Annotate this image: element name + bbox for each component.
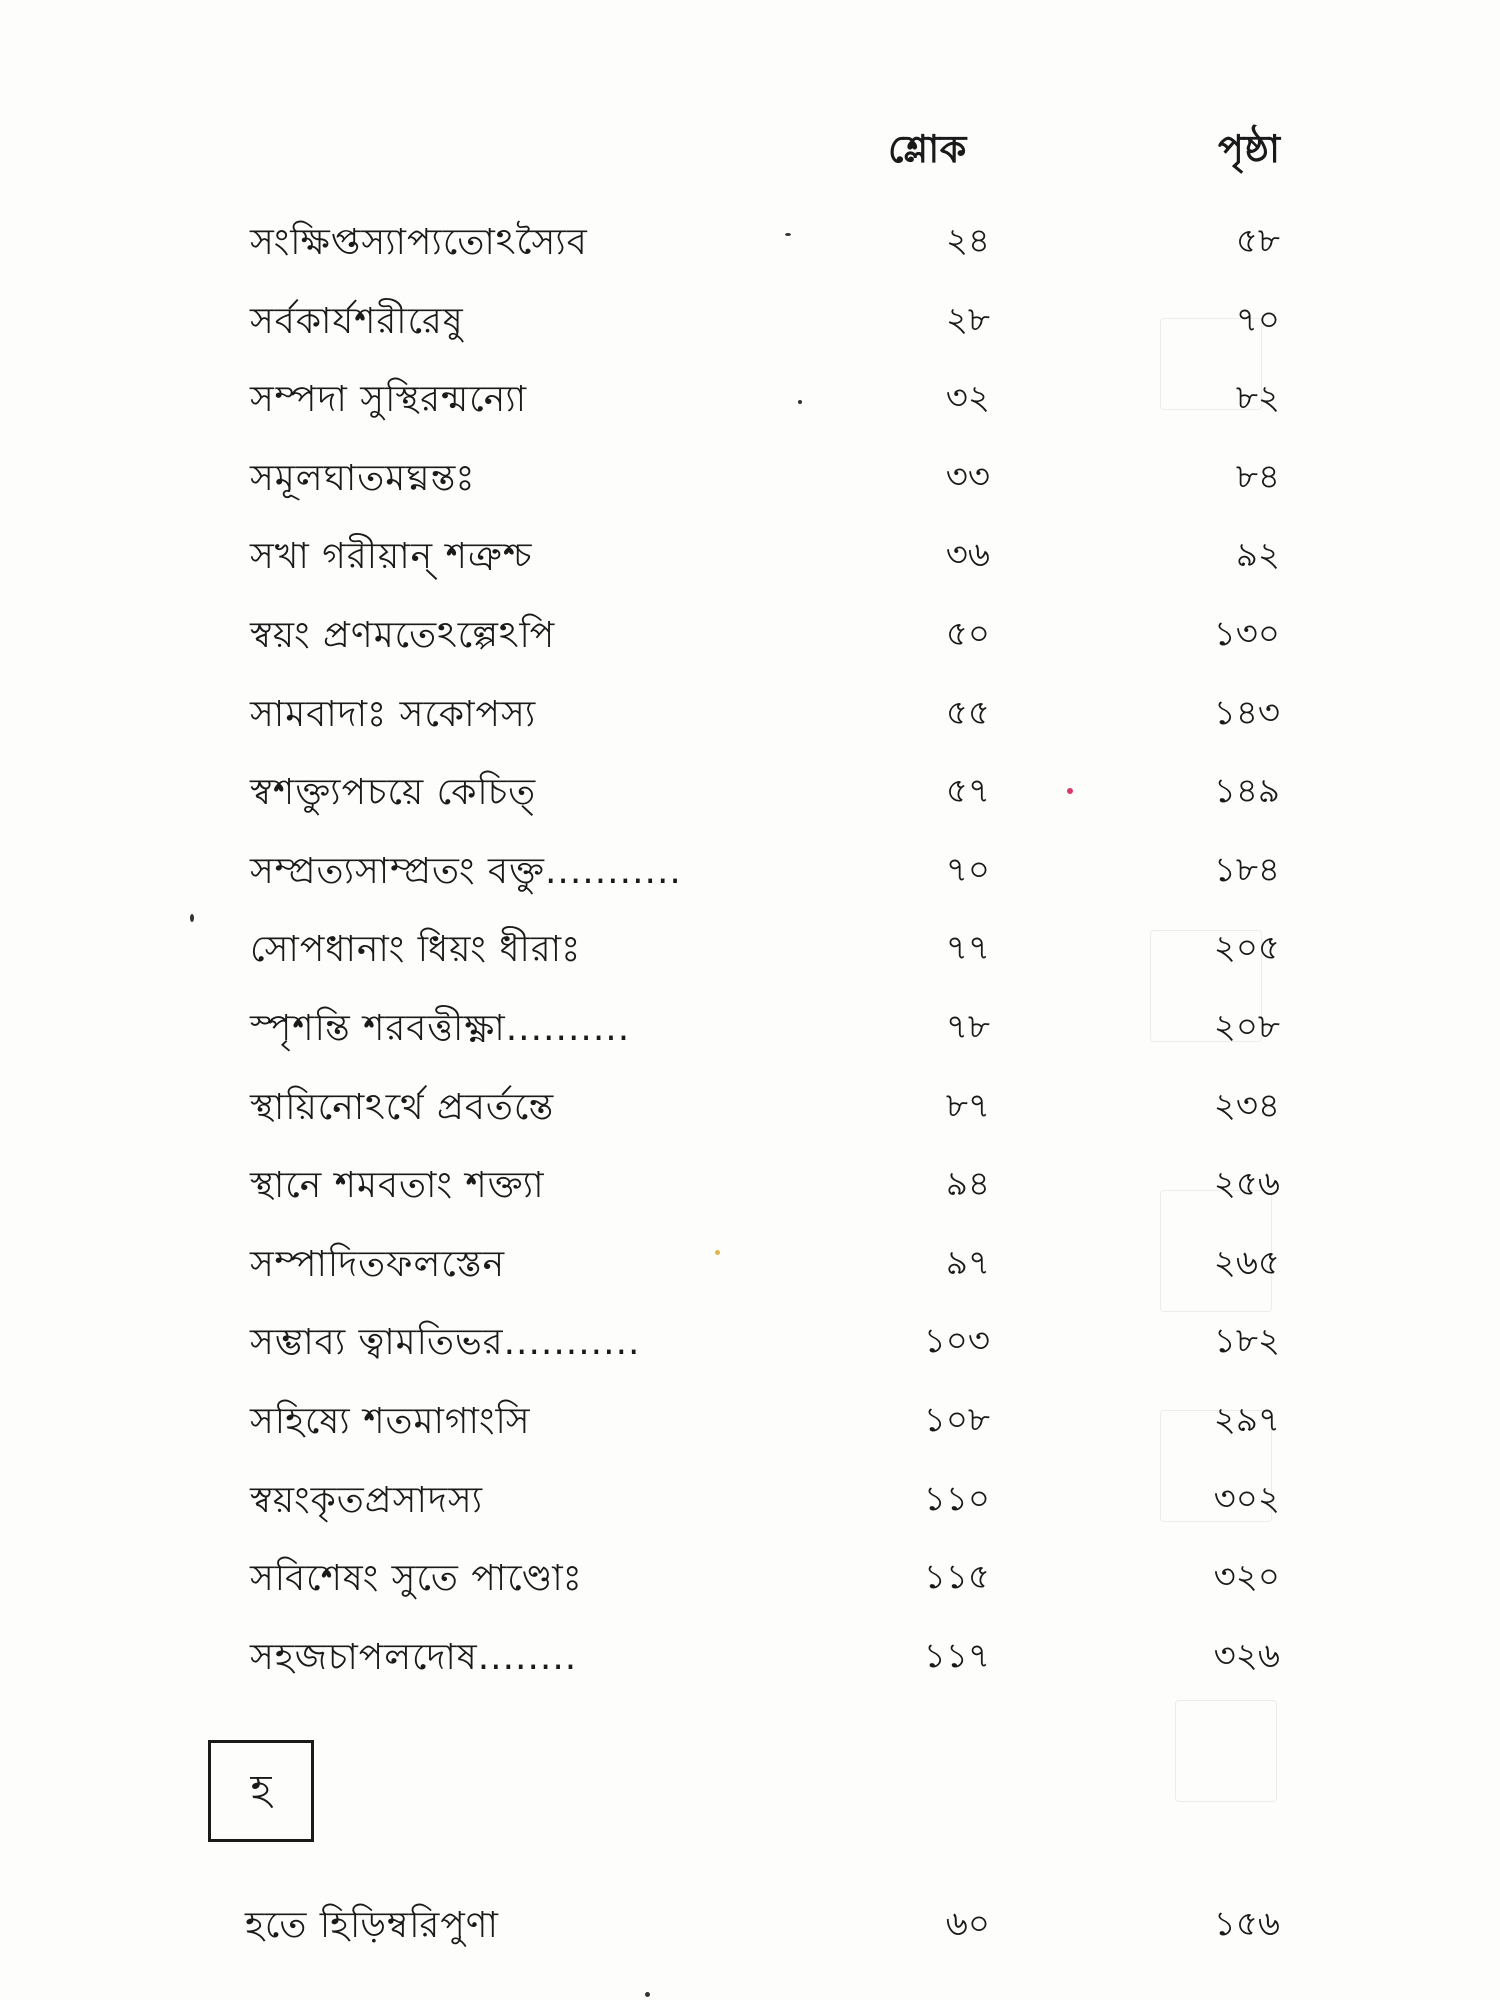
shloka-number: ৩২ [945, 378, 990, 419]
verse-first-line: স্থায়িনোঽর্থে প্রবর্তন্তে [250, 1086, 555, 1128]
index-entry [0, 1888, 1500, 1958]
verse-first-line: হতে হিড়িম্বরিপুণা [245, 1905, 499, 1946]
page-number: ৩০২ [1213, 1478, 1280, 1519]
index-entry [0, 834, 1500, 913]
index-entry [0, 205, 1500, 284]
verse-first-line: সম্প্রত্যসাম্প্রতং বক্তু........... [250, 850, 682, 892]
bleed-through-mark [1175, 1700, 1277, 1802]
shloka-number: ৭০ [945, 849, 990, 890]
shloka-number: ৩৩ [945, 456, 990, 497]
page-number: ২০৮ [1213, 1006, 1280, 1047]
shloka-number: ১১৫ [923, 1557, 990, 1598]
page-number: ৩২০ [1213, 1557, 1280, 1598]
verse-first-line: স্বয়ং প্রণমতেঽল্পেঽপি [250, 614, 556, 656]
index-entry [0, 1620, 1500, 1699]
verse-first-line: সম্পদা সুস্থিরন্মন্যো [250, 379, 528, 421]
index-entry [0, 755, 1500, 834]
page-number: ১৪৩ [1213, 692, 1280, 733]
column-header-row [0, 120, 1500, 180]
shloka-number: ৫৭ [945, 771, 990, 812]
index-entry [0, 677, 1500, 756]
verse-first-line: স্বয়ংকৃতপ্রসাদস্য [250, 1479, 484, 1521]
shloka-number: ২৪ [945, 221, 990, 261]
page-number: ১৫৬ [1213, 1904, 1280, 1944]
shloka-number: ১১০ [923, 1478, 990, 1519]
index-entry [0, 1541, 1500, 1620]
verse-first-line: সোপধানাং ধিয়ং ধীরাঃ [250, 929, 582, 971]
shloka-number: ১০৮ [923, 1399, 990, 1440]
verse-first-line: সহজচাপলদোষ........ [250, 1636, 578, 1678]
section-letter-box [208, 1740, 314, 1842]
verse-first-line: সহিষ্যে শতমাগাংসি [250, 1400, 531, 1442]
page-number: ৭০ [1235, 299, 1280, 340]
index-entry [0, 1070, 1500, 1149]
shloka-number: ৬০ [945, 1904, 990, 1944]
page-number: ৯২ [1235, 535, 1280, 576]
shloka-number: ৯৪ [945, 1164, 990, 1205]
page-number: ১৪৯ [1213, 771, 1280, 812]
page-column-header: পৃষ্ঠা [1218, 127, 1281, 171]
shloka-number: ২৮ [945, 299, 990, 340]
page-number: ১৮৪ [1213, 849, 1280, 890]
verse-first-line: স্পৃশন্তি শরবত্তীক্ষ্ণা.......... [250, 1007, 631, 1049]
page-number: ১৮২ [1213, 1321, 1280, 1362]
page-number: ১৩০ [1213, 613, 1280, 654]
index-entry [0, 912, 1500, 991]
shloka-number: ৭৭ [945, 928, 990, 969]
index-entry [0, 362, 1500, 441]
shloka-number: ৩৬ [945, 535, 990, 576]
verse-first-line: স্বশক্ত্যুপচয়ে কেচিত্ [250, 772, 537, 814]
shloka-number: ৯৭ [945, 1242, 990, 1283]
ink-speck [645, 1992, 650, 1997]
verse-first-line: সবিশেষং সুতে পাণ্ডোঃ [250, 1558, 583, 1600]
index-entry [0, 1227, 1500, 1306]
shloka-number: ৫৫ [945, 692, 990, 733]
page-number: ৮৪ [1235, 456, 1280, 497]
index-entry [0, 1463, 1500, 1542]
verse-first-line: সখা গরীয়ান্ শত্রুশ্চ [250, 536, 533, 578]
page-number: ৩২৬ [1213, 1635, 1280, 1676]
verse-first-line: সমূলঘাতমঘ্নন্তঃ [250, 457, 476, 499]
index-entry [0, 441, 1500, 520]
shloka-column-header: শ্লোক [888, 127, 967, 171]
index-entry [0, 519, 1500, 598]
page-number: ২৯৭ [1213, 1399, 1280, 1440]
page-number: ২৬৫ [1213, 1242, 1280, 1283]
section-letter: হ [250, 1766, 272, 1813]
verse-first-line: স্থানে শমবতাং শক্ত্যা [250, 1165, 545, 1207]
shloka-number: ৫০ [945, 613, 990, 654]
shloka-number: ১১৭ [923, 1635, 990, 1676]
shloka-number: ৭৮ [945, 1006, 990, 1047]
page-number: ২০৫ [1213, 928, 1280, 969]
verse-first-line: সম্পাদিতফলস্তেন [250, 1243, 506, 1285]
verse-first-line: সর্বকার্যশরীরেষু [250, 300, 464, 342]
index-entry [0, 1305, 1500, 1384]
verse-first-line: সামবাদাঃ সকোপস্য [250, 693, 537, 735]
index-entry-list [0, 205, 1500, 1698]
page-number: ৫৮ [1235, 221, 1280, 261]
index-entry [0, 991, 1500, 1070]
verse-first-line: সংক্ষিপ্তস্যাপ্যতোঽস্যৈব [250, 222, 588, 263]
index-entry [0, 1384, 1500, 1463]
shloka-number: ৮৭ [945, 1085, 990, 1126]
verse-first-line: সম্ভাব্য ত্বামতিভর........... [250, 1322, 641, 1364]
index-entry [0, 1148, 1500, 1227]
shloka-number: ১০৩ [923, 1321, 990, 1362]
index-entry [0, 284, 1500, 363]
page-number: ২৩৪ [1213, 1085, 1280, 1126]
index-entry [0, 598, 1500, 677]
page-number: ২৫৬ [1213, 1164, 1280, 1205]
page-number: ৮২ [1235, 378, 1280, 419]
